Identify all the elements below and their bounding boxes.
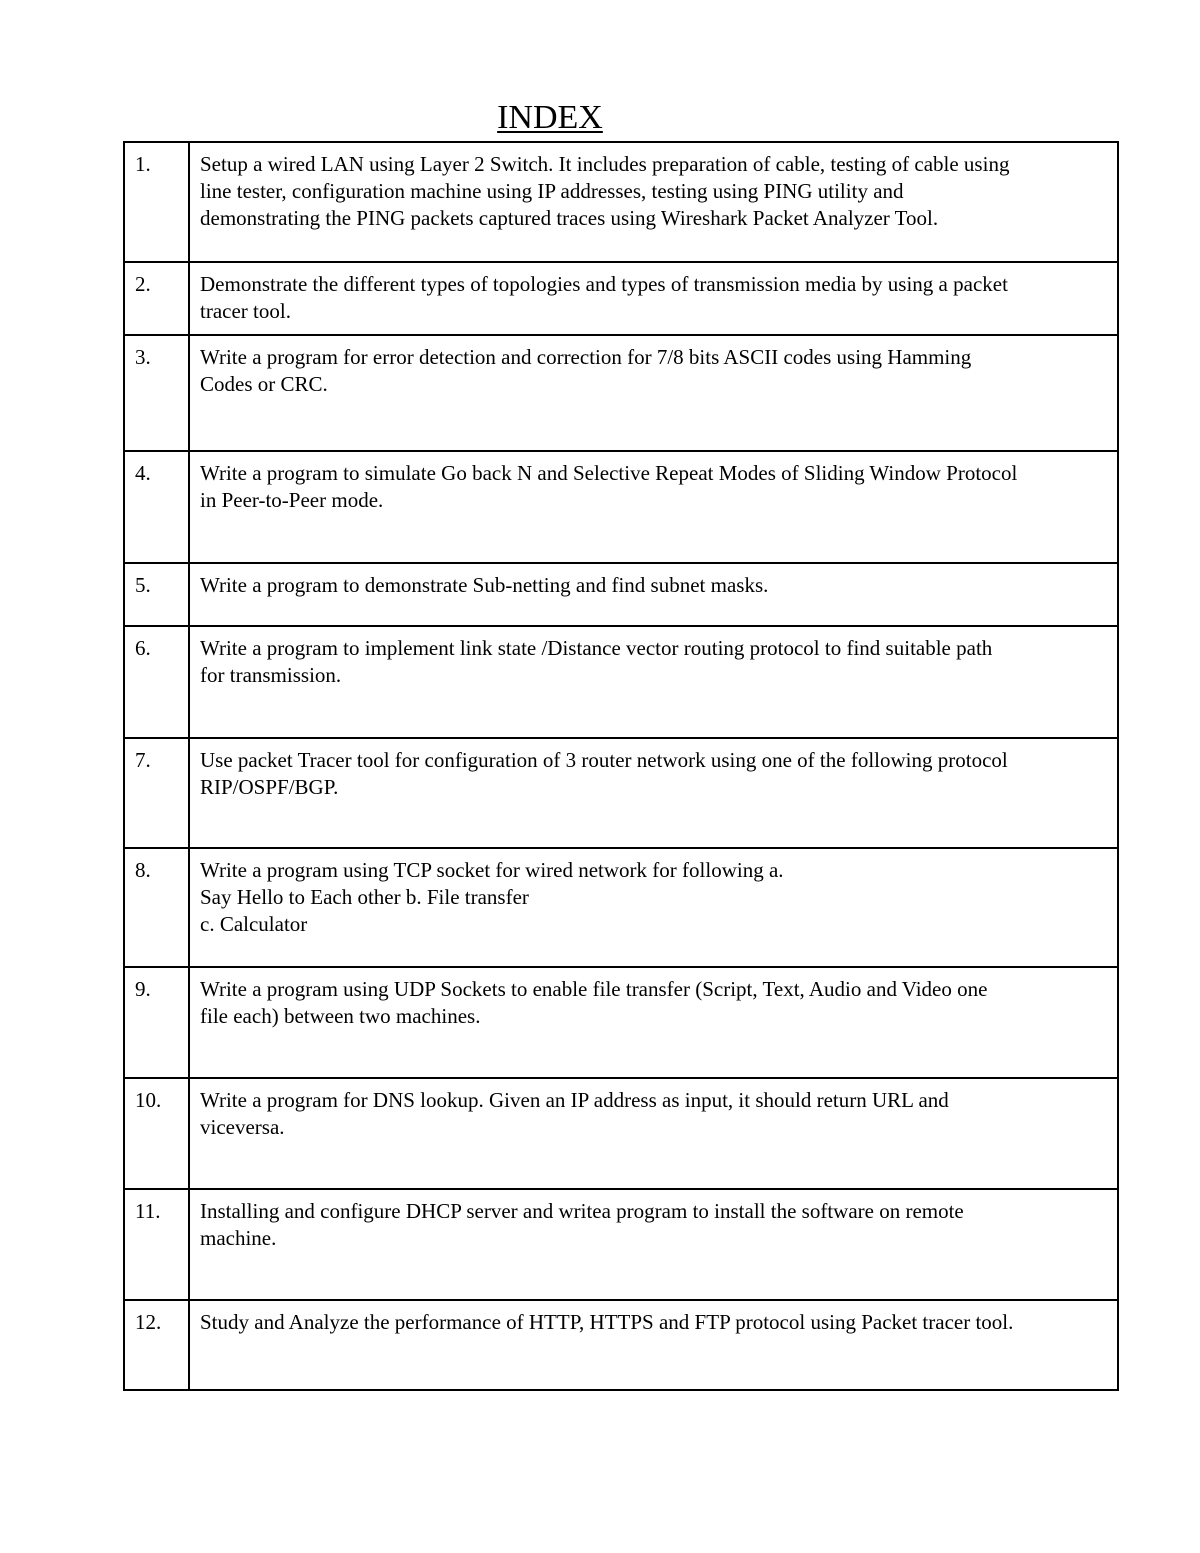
description-line: tracer tool. xyxy=(200,299,291,323)
row-number: 3. xyxy=(124,335,189,451)
row-number: 4. xyxy=(124,451,189,563)
description-line: file each) between two machines. xyxy=(200,1004,481,1028)
description-line: viceversa. xyxy=(200,1115,285,1139)
row-description xyxy=(189,563,1118,626)
row-description xyxy=(189,738,1118,848)
table-row xyxy=(124,563,1118,626)
description-line: Use packet Tracer tool for configuration of 3 router network using one of the following protocol xyxy=(200,748,1008,772)
description-line: line tester, configuration machine using IP addresses, testing using PING utility and xyxy=(200,179,904,203)
page-title: INDEX xyxy=(497,99,603,136)
row-description xyxy=(189,967,1118,1078)
description-line: Write a program for error detection and correction for 7/8 bits ASCII codes using Hamming xyxy=(200,345,972,369)
row-number: 5. xyxy=(124,563,189,626)
row-number: 12. xyxy=(124,1300,189,1390)
description-line: Write a program for DNS lookup. Given an IP address as input, it should return URL and xyxy=(200,1088,949,1112)
table-row xyxy=(124,848,1118,967)
description-line: Say Hello to Each other b. File transfer xyxy=(200,885,529,909)
row-number: 2. xyxy=(124,262,189,335)
description-line: machine. xyxy=(200,1226,277,1250)
row-description xyxy=(189,1189,1118,1300)
row-number: 11. xyxy=(124,1189,189,1300)
row-description xyxy=(189,848,1118,967)
row-number: 9. xyxy=(124,967,189,1078)
table-row xyxy=(124,1078,1118,1189)
description-line: Codes or CRC. xyxy=(200,372,328,396)
row-description xyxy=(189,1078,1118,1189)
index-table-body xyxy=(124,142,1118,1390)
description-line: Setup a wired LAN using Layer 2 Switch. It includes preparation of cable, testing of cable using xyxy=(200,152,1010,176)
description-line: Write a program to demonstrate Sub-netting and find subnet masks. xyxy=(200,573,769,597)
description-line: c. Calculator xyxy=(200,912,308,936)
description-line: Write a program to simulate Go back N and Selective Repeat Modes of Sliding Window Protocol xyxy=(200,461,1018,485)
table-row xyxy=(124,1300,1118,1390)
description-line: Study and Analyze the performance of HTTP, HTTPS and FTP protocol using Packet tracer tool. xyxy=(200,1310,1014,1334)
table-row xyxy=(124,335,1118,451)
row-description xyxy=(189,1300,1118,1390)
row-description xyxy=(189,142,1118,262)
description-line: Demonstrate the different types of topologies and types of transmission media by using a packet xyxy=(200,272,1008,296)
table-row xyxy=(124,142,1118,262)
row-number: 6. xyxy=(124,626,189,738)
row-description xyxy=(189,262,1118,335)
table-row xyxy=(124,626,1118,738)
description-line: RIP/OSPF/BGP. xyxy=(200,775,339,799)
description-line: Write a program to implement link state /Distance vector routing protocol to find suitable path xyxy=(200,636,993,660)
table-row xyxy=(124,262,1118,335)
row-number: 8. xyxy=(124,848,189,967)
description-line: Write a program using TCP socket for wired network for following a. xyxy=(200,858,784,882)
table-row xyxy=(124,1189,1118,1300)
description-line: Installing and configure DHCP server and writea program to install the software on remote xyxy=(200,1199,964,1223)
row-number: 7. xyxy=(124,738,189,848)
row-number: 10. xyxy=(124,1078,189,1189)
table-row xyxy=(124,738,1118,848)
description-line: Write a program using UDP Sockets to enable file transfer (Script, Text, Audio and Video one xyxy=(200,977,988,1001)
table-row xyxy=(124,967,1118,1078)
description-line: for transmission. xyxy=(200,663,342,687)
row-description xyxy=(189,626,1118,738)
table-row xyxy=(124,451,1118,563)
row-description xyxy=(189,335,1118,451)
description-line: in Peer-to-Peer mode. xyxy=(200,488,384,512)
row-description xyxy=(189,451,1118,563)
index-table xyxy=(123,141,1119,1391)
description-line: demonstrating the PING packets captured traces using Wireshark Packet Analyzer Tool. xyxy=(200,206,939,230)
row-number: 1. xyxy=(124,142,189,262)
